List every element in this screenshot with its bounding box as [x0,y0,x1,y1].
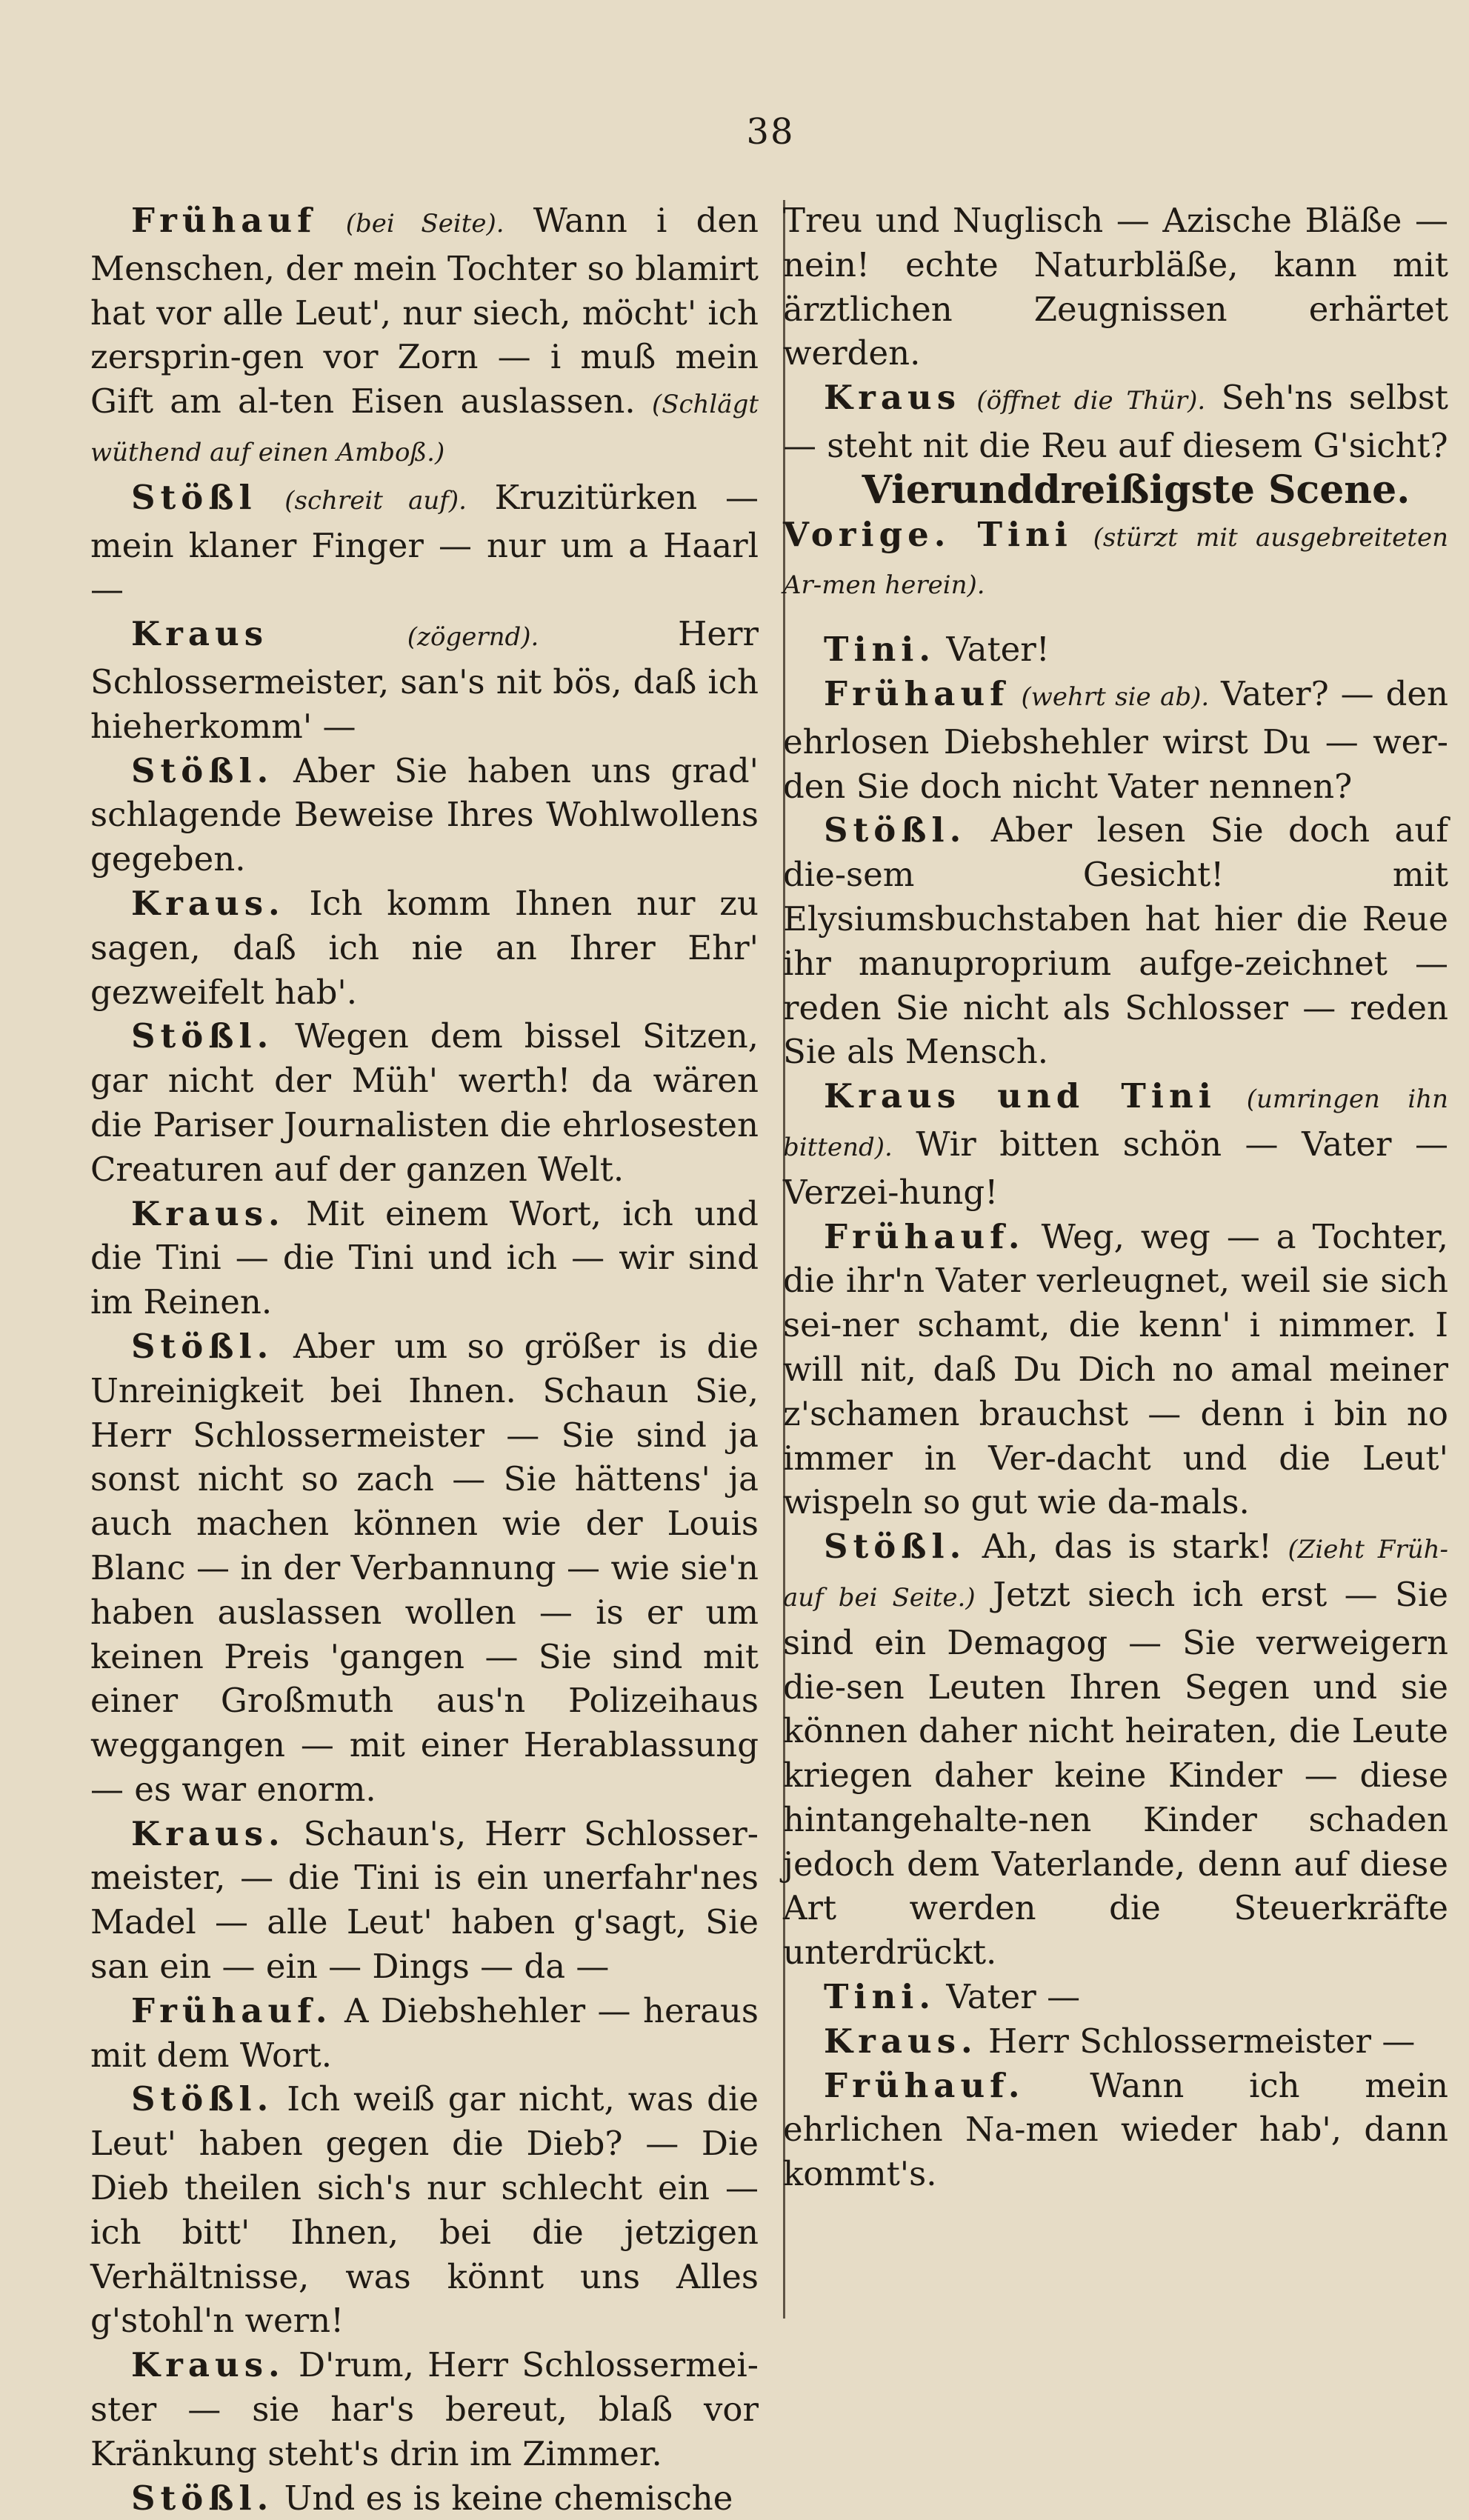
left-column [90,199,759,2520]
speech-text: Vater! [946,630,1050,670]
speech [90,2343,759,2476]
speech-text: Vater — [946,1977,1081,2017]
speech-text: Kruzitürken — mein klaner Finger — nur um a Haarl — [90,477,759,610]
stage-direction: (bei Seite). [345,209,504,239]
speaker: Stößl. [131,750,274,790]
speech [783,808,1448,1074]
speech-text: Schaun's, Herr Schlosser-meister, — die Tini is ein unerfahr'nes Madel — alle Leut' haben g'sagt, Sie san ein — ein — Dings — da — [90,1813,759,1987]
speech [783,199,1448,376]
speaker: Kraus [824,378,962,418]
speech-text: Jetzt siech ich erst — Sie sind ein Demagog — Sie verweigern die-sen Leuten Ihren Segen und sie können daher nicht heiraten, die Leute kriegen daher keine Kinder — diese hintangehalte-nen Kinder schaden jedoch dem Vaterlande, denn auf diese Art werden die Steuerkräfte unterdrückt. [783,1574,1448,1973]
speech [783,627,1448,672]
speaker: Frühauf [824,673,1010,713]
speaker: Stößl. [824,810,967,850]
speech [90,1812,759,1989]
speech-text: Treu und Nuglisch — Azische Bläße — nein! echte Naturbläße, kann mit ärztlichen Zeugnissen erhärtet werden. [783,201,1448,373]
speech-text: Herr Schlossermeister — [988,2021,1416,2061]
speaker: Kraus. [824,2021,978,2061]
speech [90,1014,759,1191]
stage-direction: (schreit auf). [284,485,467,516]
speech [783,376,1448,468]
speech-text: Mit einem Wort, ich und die Tini — die Tini und ich — wir sind im Reinen. [90,1193,759,1322]
speaker: Frühauf [131,201,317,240]
scene-heading: Vierunddreißigste Scene. [862,467,1410,513]
speech [90,612,759,748]
speech-text: Ah, das is stark! [982,1527,1272,1567]
speech [783,1074,1448,1214]
speaker: Kraus. [131,883,285,923]
speech [90,476,759,612]
speech-text: Ich komm Ihnen nur zu sagen, daß ich nie an Ihrer Ehr' gezweifelt hab'. [90,883,759,1012]
speech [783,1215,1448,1525]
stage-direction: (umringen ihn bittend). [783,1084,1448,1162]
speaker: Frühauf. [824,2065,1025,2105]
speech [90,2077,759,2343]
speech [783,672,1448,808]
speech-text: Weg, weg — a Tochter, die ihr'n Vater verleugnet, weil sie sich sei-ner schamt, die kenn' i nimmer. I will nit, daß Du Dich no amal meiner z'schamen brauchst — denn i bin no immer in Ver-dacht und die Leut' wispeln so gut wie da-mals. [783,1216,1448,1522]
speaker: Frühauf. [824,1216,1025,1256]
speaker: Tini. [824,1977,936,2017]
speech-text: Seh'ns selbst — steht nit die Reu auf diesem G'sicht? [783,378,1449,465]
speaker: Kraus [131,614,269,654]
speech-text: Ich weiß gar nicht, was die Leut' haben gegen die Dieb? — Die Dieb theilen sich's nur schlecht ein — ich bitt' Ihnen, bei die jetzigen Verhältnisse, was könnt uns Alles g'stohl'n wern! [90,2079,759,2341]
speech [90,1324,759,1812]
speech-text: Herr Schlossermeister, san's nit bös, daß ich hieherkomm' — [90,614,759,746]
speech-text: Wann ich mein ehrlichen Na-men wieder hab', dann kommt's. [783,2065,1448,2194]
speech-text: D'rum, Herr Schlossermei-ster — sie har's bereut, blaß vor Kränkung steht's drin im Zimmer. [90,2345,759,2473]
stage-direction: (Zieht Früh-auf bei Seite.) [783,1535,1448,1613]
speech-text: Aber um so größer is die Unreinigkeit bei Ihnen. Schaun Sie, Herr Schlossermeister — Sie sind ja sonst nicht so zach — Sie hättens' ja auch machen können wie der Louis Blanc — in der Verbannung — wie sie'n haben auslassen wollen — is er um keinen Preis 'gangen — Sie sind mit einer Großmuth aus'n Polizeihaus weggangen — mit einer Herablassung — es war enorm. [90,1326,759,1809]
stage-direction: (stürzt mit ausgebreiteten Ar-men herein). [783,522,1448,601]
speaker: Kraus. [131,1193,285,1233]
speech-text: Vater? — den ehrlosen Diebshehler wirst Du — wer-den Sie doch nicht Vater nennen? [783,673,1448,806]
speaker: Stößl. [131,2478,274,2518]
speaker: Frühauf. [131,1990,333,2030]
speaker: Kraus und Tini [824,1076,1216,1116]
speaker: Stößl. [131,2079,274,2119]
speech [90,1989,759,2078]
stage-direction: (Schlägt wüthend auf einen Amboß.) [90,390,759,467]
page-number: 38 [746,111,795,153]
stage-direction: (zögernd). [407,622,539,653]
speech [90,1192,759,1324]
speech [90,2476,759,2520]
speaker: Kraus. [131,2345,285,2385]
right-column [783,199,1448,2196]
speaker: Stößl. [824,1527,967,1567]
speaker: Tini. [824,630,936,670]
speech-text: A Diebshehler — heraus mit dem Wort. [90,1990,759,2075]
scene-cast-names: Vorige. Tini [783,514,1073,554]
speech [783,2019,1448,2064]
speaker: Kraus. [131,1813,285,1853]
speech-text: Wegen dem bissel Sitzen, gar nicht der Müh' werth! da wären die Pariser Journalisten die ehrlosesten Creaturen auf der ganzen Welt. [90,1016,759,1189]
speaker: Stößl. [131,1016,274,1056]
scene-cast [783,513,1448,609]
speech-text: Wann i den Menschen, der mein Tochter so blamirt hat vor alle Leut', nur siech, möcht' ich zersprin-gen vor Zorn — i muß mein Gift am al-ten Eisen auslassen. [90,201,759,421]
speech [783,1524,1448,1975]
speech [90,199,759,476]
speech-text: Wir bitten schön — Vater — Verzei-hung! [783,1124,1448,1212]
stage-direction: (wehrt sie ab). [1021,681,1210,712]
speaker: Stößl. [131,1326,274,1366]
stage-direction: (öffnet die Thür). [976,386,1206,416]
speech-text: Aber Sie haben uns grad' schlagende Beweise Ihres Wohlwollens gegeben. [90,750,759,879]
speech [90,749,759,881]
speech [783,1975,1448,2019]
speech-text: Und es is keine chemische [284,2478,733,2518]
speech [90,881,759,1014]
speaker: Stößl [131,477,257,517]
speech-text: Aber lesen Sie doch auf die-sem Gesicht! mit Elysiumsbuchstaben hat hier die Reue ihr manuproprium aufge-zeichnet — reden Sie nicht als Schlosser — reden Sie als Mensch. [783,810,1448,1072]
speech [783,2064,1448,2196]
